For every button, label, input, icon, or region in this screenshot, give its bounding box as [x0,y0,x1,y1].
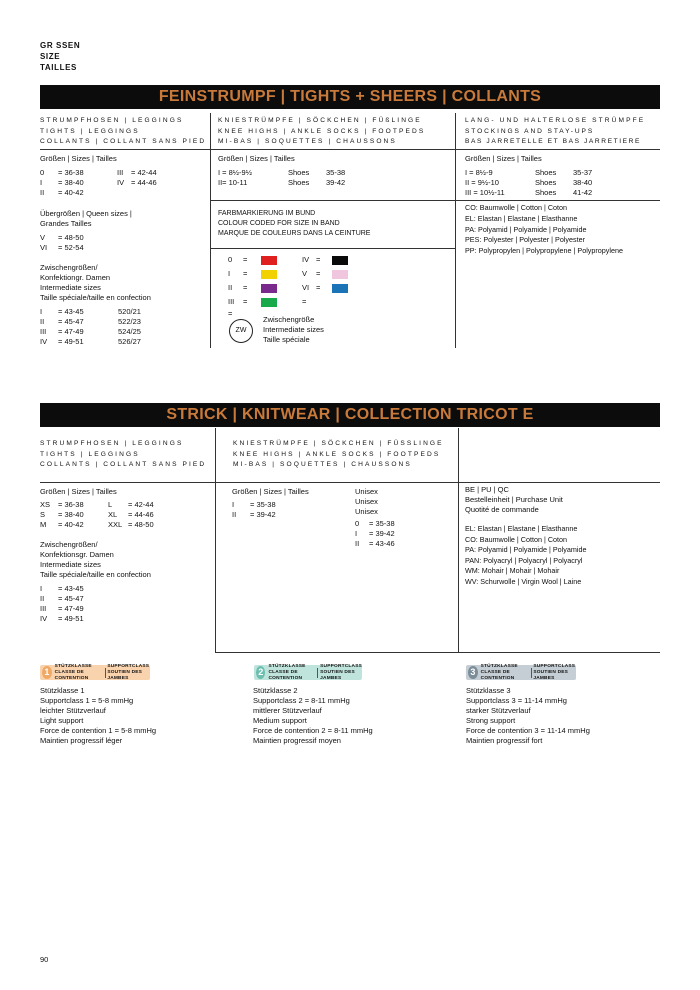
section-banner-tights: FEINSTRUMPF | TIGHTS + SHEERS | COLLANTS [40,85,660,109]
row-divider [40,482,660,483]
size-code: XL [108,510,118,519]
shoes-label: Shoes [535,168,557,177]
badge-separator [317,668,318,678]
label-line: Unisex [355,497,378,506]
support-class-badge-3 [466,665,576,680]
article-number: 526/27 [118,337,141,346]
size-code: II [40,594,45,603]
title-line: KNIESTRÜMPFE | SÖCKCHEN | FÜSSLINGE [233,440,444,447]
size-table [40,168,210,200]
size-range: = 35-38 [369,519,395,528]
shoe-size: 39-42 [326,178,346,187]
shoe-size: 35-37 [573,168,593,177]
unisex-label [355,487,378,517]
size-range: = 44-46 [128,510,154,519]
size-range: = 47-49 [58,604,84,613]
info-line: Maintien progressif fort [466,736,543,745]
size-range: = 43-46 [369,539,395,548]
color-swatch [332,284,348,293]
size-code: 0 [228,255,233,264]
material-line: PAN: Polyacryl | Polyacryl | Polyacryl [465,555,583,565]
material-line: EL: Elastan | Elastane | Elasthanne [465,213,578,223]
size-code: III [228,297,235,306]
sizes-label: Größen | Sizes | Tailles [40,154,117,163]
tights-col1-title [40,116,206,148]
stocking-size-table [465,168,655,200]
info-line: Force de contention 3 = 11-14 mmHg [466,726,590,735]
size-range: = 39-42 [369,529,395,538]
size-code: I [232,500,235,509]
label-line: Zwischengrößen/ [40,263,98,272]
info-line: Stützklasse 1 [40,686,85,695]
size-code: III [40,604,47,613]
badge-text [481,664,529,682]
info-line: Stützklasse 3 [466,686,511,695]
info-line: starker Stützverlauf [466,706,531,715]
size-range: = 42-44 [128,500,154,509]
material-line: PA: Polyamid | Polyamide | Polyamide [465,224,587,234]
title-line: KNEE HIGHS | ANKLE SOCKS | FOOTPEDS [218,127,426,135]
size-range: = 35-38 [250,500,276,509]
color-swatch [332,256,348,265]
column-divider [215,428,216,653]
info-line: Stützklasse 2 [253,686,298,695]
label-line: Unisex [355,487,378,496]
material-line: EL: Elastan | Elastane | Elasthanne [465,524,578,533]
heading-line: SIZE [40,52,61,61]
color-swatch [332,270,348,279]
color-swatch [261,284,277,293]
badge-text [320,664,362,682]
size-code: IV [302,255,310,264]
size-range: = 38-40 [58,510,84,519]
label-line: Konfektiongr. Damen [40,273,111,282]
badge-line: SUPPORTCLASS [107,663,150,669]
heading-line: GR SSEN [40,41,81,50]
material-line: CO: Baumwolle | Cotton | Coton [465,534,568,544]
badge-text [55,664,103,682]
size-range: = 43-45 [58,584,84,593]
unisex-size-table [355,519,445,551]
knee-size-table [218,168,448,190]
equals: = [316,255,321,264]
info-line: Quotité de commande [465,505,539,514]
size-range: = 38-40 [58,178,84,187]
size-code: I [355,529,358,538]
size-code: 0 [355,519,360,528]
title-line: BAS JARRETELLE ET BAS JARRETIERE [465,138,642,145]
shoe-size: 35-38 [326,168,346,177]
info-line: Medium support [253,716,307,725]
shoes-label: Shoes [535,178,557,187]
label-line: Intermediate sizes [40,560,101,569]
size-range: = 43-45 [58,307,84,316]
label-line: Grandes Tailles [40,219,92,228]
size-code: III [40,327,47,336]
title-line: TIGHTS | LEGGINGS [40,127,140,135]
tights-col2-title [218,116,425,148]
info-line: Supportclass 3 = 11-14 mmHg [466,696,567,705]
support-class-number-icon: 2 [256,666,265,679]
badge-separator [105,668,106,678]
badge-line: CLASSE DE CONTENTION [480,669,515,681]
queen-label [40,209,132,229]
size-range: = 49-51 [58,614,84,623]
row-divider [40,149,660,150]
badge-separator [531,668,532,678]
support-class-badge-1 [40,665,150,680]
size-range: II = 9½-10 [465,178,499,187]
badge-line: SOUTIEN DES JAMBES [533,669,569,681]
knee-size-table [232,500,342,522]
shoe-size: 41-42 [573,188,593,197]
shoes-label: Shoes [288,178,310,187]
row-divider [210,248,455,249]
info-line: Maintien progressif léger [40,736,123,745]
size-range: II= 10-11 [218,178,248,187]
support-class-2-info [253,686,373,746]
knit-col2-title [233,439,444,471]
column-divider [458,428,459,653]
label-line: Übergrößen | Queen sizes | [40,209,132,218]
size-code: V [40,233,46,242]
support-class-number-icon: 3 [468,666,478,679]
badge-line: SOUTIEN DES JAMBES [320,669,355,681]
label-line: Zwischengrößen/ [40,540,98,549]
equals: = [243,269,248,278]
material-line: PES: Polyester | Polyester | Polyester [465,235,585,245]
title-line: STOCKINGS AND STAY-UPS [465,127,595,135]
equals: = [316,283,321,292]
title-line: COLLANTS | COLLANT SANS PIED [40,461,207,468]
badge-line: SOUTIEN DES JAMBES [107,669,143,681]
size-code: I [40,307,43,316]
materials-legend [465,524,586,588]
label-line: COLOUR CODED FOR SIZE IN BAND [218,220,340,227]
knit-col1-title [40,439,206,471]
article-number: 524/25 [118,327,141,336]
support-class-number-icon: 1 [42,666,52,679]
color-legend [228,255,358,315]
equals: = [243,283,248,292]
color-swatch [261,298,277,307]
size-range: = 49-51 [58,337,84,346]
info-line: Maintien progressif moyen [253,736,341,745]
info-line: mittlerer Stützverlauf [253,706,322,715]
size-code: 0 [40,168,45,177]
size-range: = 45-47 [58,594,84,603]
label-line: Unisex [355,507,378,516]
info-line: Supportclass 2 = 8-11 mmHg [253,696,350,705]
label-line: Taille spéciale/taille en confection [40,570,151,579]
shoes-label: Shoes [288,168,310,177]
title-line: MI-BAS | SOQUETTES | CHAUSSONS [218,138,397,145]
badge-line: CLASSE DE CONTENTION [54,669,89,681]
section-banner-knitwear: STRICK | KNITWEAR | COLLECTION TRICOT E [40,403,660,427]
size-code: II [232,510,237,519]
color-code-label [218,209,370,239]
title-line: LANG- UND HALTERLOSE STRÜMPFE [465,117,646,124]
label-line: Taille spéciale [263,335,310,344]
material-line: CO: Baumwolle | Cotton | Coton [465,203,568,212]
size-code: II [355,539,360,548]
intermediate-size-table [40,307,210,349]
label-line: MARQUE DE COULEURS DANS LA CEINTURE [218,230,371,237]
material-line: PP: Polypropylen | Polypropylene | Polypropylene [465,246,623,256]
size-range: = 52-54 [58,243,84,252]
title-line: COLLANTS | COLLANT SANS PIED [40,138,207,145]
page-number: 90 [40,955,49,964]
row-divider [210,200,660,201]
size-code: S [40,510,46,519]
size-range: = 39-42 [250,510,276,519]
page-heading [40,40,80,73]
row-divider [215,652,660,653]
equals: = [243,297,248,306]
title-line: KNIESTRÜMPFE | SÖCKCHEN | FÜßLINGE [218,117,422,124]
label-line: Intermediate sizes [40,283,101,292]
sizes-label: Größen | Sizes | Tailles [40,487,117,496]
article-number: 520/21 [118,307,141,316]
size-range: = 36-38 [58,168,84,177]
knit-size-table [40,500,210,532]
badge-line: SUPPORTCLASS [320,663,363,669]
label-line: FARBMARKIERUNG IM BUND [218,210,316,217]
badge-line: STÜTZKLASSE [54,663,92,669]
badge-line: STÜTZKLASSE [480,663,518,669]
info-line: Force de contention 1 = 5-8 mmHg [40,726,157,735]
size-code: I [40,584,43,593]
sizes-label: Größen | Sizes | Tailles [465,154,542,163]
info-line: BE | PU | QC [465,485,509,494]
info-line: leichter Stützverlauf [40,706,106,715]
heading-line: TAILLES [40,63,77,72]
equals: = [316,269,321,278]
equals: = [228,309,233,318]
size-range: III = 10½-11 [465,188,505,197]
support-class-3-info [466,686,590,746]
intermediate-label [40,263,151,303]
size-range: = 40-42 [58,188,84,197]
shoe-size: 38-40 [573,178,593,187]
label-line: Taille spéciale/taille en confection [40,293,151,302]
size-range: I = 8½-9 [465,168,493,177]
size-code: IV [40,337,48,346]
size-range: = 40-42 [58,520,84,529]
size-range: = 48-50 [128,520,154,529]
info-line: Strong support [466,716,516,725]
title-line: KNEE HIGHS | ANKLE SOCKS | FOOTPEDS [233,450,441,458]
badge-line: CLASSE DE CONTENTION [268,669,303,681]
size-code: I [228,269,231,278]
equals: = [243,255,248,264]
size-code: IV [40,614,48,623]
size-code: I [40,178,43,187]
info-line: Supportclass 1 = 5-8 mmHg [40,696,134,705]
size-code: II [228,283,233,292]
size-range: = 47-49 [58,327,84,336]
title-line: TIGHTS | LEGGINGS [40,450,140,458]
size-range: = 45-47 [58,317,84,326]
intermediate-size-table [40,584,210,626]
color-swatch [261,256,277,265]
badge-text [268,664,315,682]
material-line: WM: Mohair | Mohair | Mohair [465,566,560,576]
label-line: Zwischengröße [263,315,315,324]
size-code: M [40,520,47,529]
queen-size-table [40,233,210,255]
equals: = [302,297,307,306]
intermediate-label [40,540,151,580]
size-range: = 44-46 [131,178,157,187]
label-line: Intermediate sizes [263,325,324,334]
material-line: WV: Schurwolle | Virgin Wool | Laine [465,576,582,586]
support-class-1-info [40,686,156,746]
size-range: = 36-38 [58,500,84,509]
purchase-unit-info [465,485,563,515]
size-code: II [40,188,45,197]
info-line: Force de contention 2 = 8-11 mmHg [253,726,373,735]
article-number: 522/23 [118,317,141,326]
size-code: II [40,317,45,326]
size-range: = 48-50 [58,233,84,242]
material-line: PA: Polyamid | Polyamide | Polyamide [465,545,587,555]
sizes-label: Größen | Sizes | Tailles [218,154,295,163]
size-range: I = 8½-9½ [218,168,252,177]
label-line: Konfektionsgr. Damen [40,550,114,559]
size-code: IV [117,178,125,187]
info-line: Light support [40,716,84,725]
size-code: V [302,269,308,278]
size-code: VI [302,283,310,292]
badge-text [533,664,576,682]
size-code: L [108,500,113,509]
color-swatch [261,270,277,279]
materials-legend [465,203,623,257]
size-code: XXL [108,520,123,529]
badge-line: SUPPORTCLASS [533,663,576,669]
size-code: VI [40,243,48,252]
shoes-label: Shoes [535,188,557,197]
size-code: III [117,168,124,177]
badge-text [107,664,150,682]
sizes-label: Größen | Sizes | Tailles [232,487,309,496]
intermediate-size-legend [263,315,324,345]
badge-line: STÜTZKLASSE [268,663,306,669]
title-line: STRUMPFHOSEN | LEGGINGS [40,117,184,124]
info-line: Bestelleinheit | Purchase Unit [465,495,563,504]
size-range: = 42-44 [131,168,157,177]
size-code: XS [40,500,51,509]
support-class-badge-2 [254,665,362,680]
intermediate-size-icon: ZW [229,319,253,343]
tights-col3-title [465,116,645,148]
title-line: MI-BAS | SOQUETTES | CHAUSSONS [233,461,412,468]
title-line: STRUMPFHOSEN | LEGGINGS [40,440,184,447]
